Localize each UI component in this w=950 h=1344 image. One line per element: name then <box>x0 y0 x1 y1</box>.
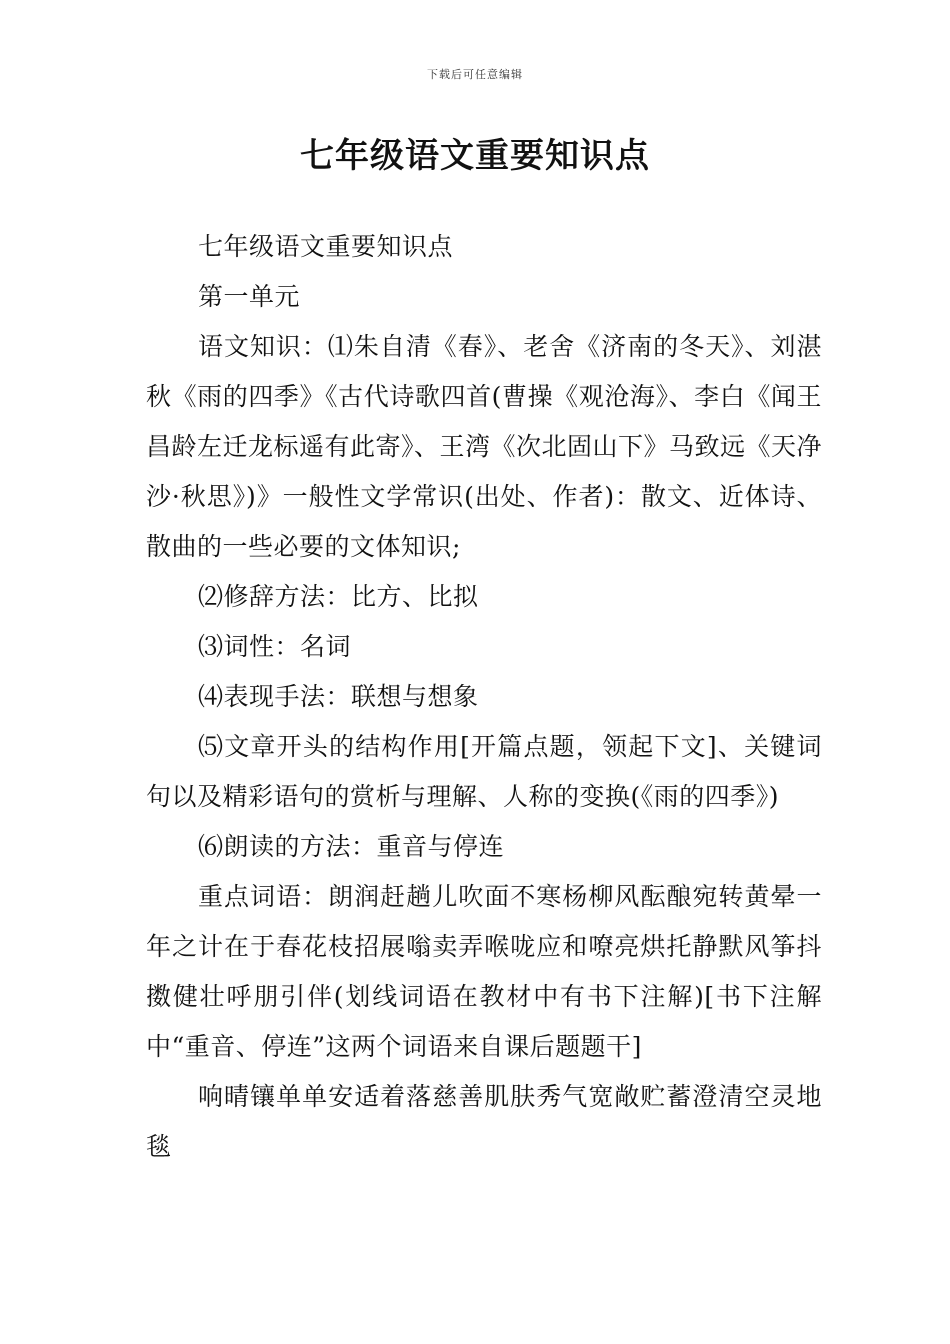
document-title: 七年级语文重要知识点 <box>300 136 650 176</box>
paragraph-expression-technique: ⑷表现手法：联想与想象 <box>198 682 479 711</box>
document-body <box>146 222 822 1172</box>
paragraph-part-of-speech: ⑶词性：名词 <box>198 632 352 661</box>
paragraph-unit-heading: 第一单元 <box>198 282 301 311</box>
paragraph-reading-method: ⑹朗读的方法：重音与停连 <box>198 832 505 861</box>
paragraph-more-words: 响晴镶单单安适着落慈善肌肤秀气宽敞贮蓄澄清空灵地毯 <box>146 1082 822 1161</box>
paragraph-structure: ⑸文章开头的结构作用[开篇点题，领起下文]、关键词句以及精彩语句的赏析与理解、人称的变换(《雨的四季》) <box>146 732 822 811</box>
paragraph-subtitle: 七年级语文重要知识点 <box>198 232 454 261</box>
paragraph-key-words: 重点词语：朗润赶趟儿吹面不寒杨柳风酝酿宛转黄晕一年之计在于春花枝招展嗡卖弄喉咙应和嘹亮烘托静默风筝抖擞健壮呼朋引伴(划线词语在教材中有书下注解)[书下注解中“重音、停连”这两个词语来自课后题题干] <box>146 882 822 1061</box>
paragraph-rhetoric: ⑵修辞方法：比方、比拟 <box>198 582 479 611</box>
header-note: 下载后可任意编辑 <box>427 68 523 81</box>
paragraph-literary-knowledge: 语文知识：⑴朱自清《春》、老舍《济南的冬天》、刘湛秋《雨的四季》《古代诗歌四首(曹操《观沧海》、李白《闻王昌龄左迁龙标遥有此寄》、王湾《次北固山下》马致远《天净沙·秋思》)》一般性文学常识(出处、作者)：散文、近体诗、散曲的一些必要的文体知识; <box>146 332 823 561</box>
